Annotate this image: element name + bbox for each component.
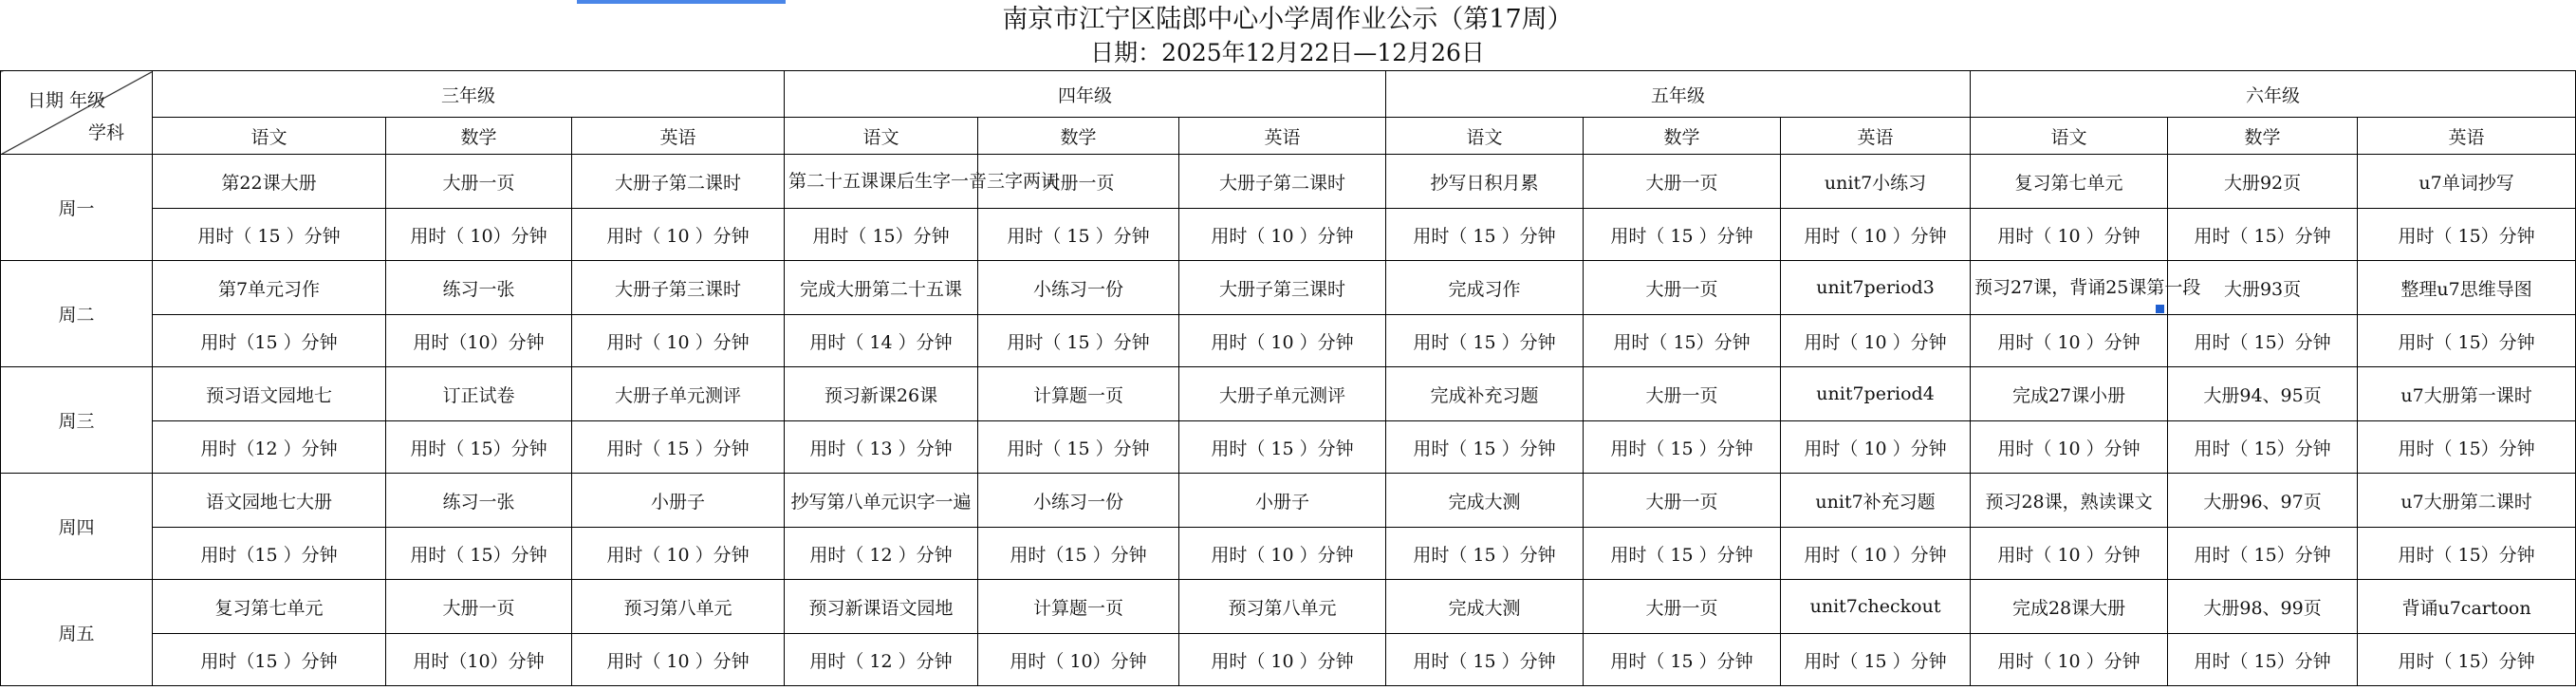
time-cell[interactable]: 用时（10）分钟 [386, 634, 572, 686]
time-cell[interactable]: 用时（ 15 ）分钟 [1584, 421, 1781, 474]
task-cell[interactable]: 预习新课语文园地 [785, 580, 978, 634]
task-cell[interactable]: u7大册第一课时 [2358, 367, 2576, 421]
time-cell[interactable]: 用时（ 10 ）分钟 [1179, 634, 1386, 686]
task-cell[interactable]: 小练习一份 [978, 474, 1179, 528]
day-label-cell[interactable]: 周四 [1, 474, 153, 580]
corner-header-cell[interactable] [1, 71, 153, 155]
task-cell[interactable]: 大册92页 [2168, 155, 2358, 209]
task-cell[interactable]: 语文园地七大册 [153, 474, 386, 528]
corner-label-subject: 学科 [88, 122, 125, 143]
subject-header-cell[interactable]: 英语 [1781, 118, 1971, 155]
time-cell[interactable]: 用时（15 ）分钟 [978, 528, 1179, 580]
task-cell[interactable]: u7大册第二课时 [2358, 474, 2576, 528]
time-cell[interactable]: 用时（ 10 ）分钟 [1971, 421, 2168, 474]
time-cell[interactable]: 用时（ 15）分钟 [2168, 528, 2358, 580]
time-cell[interactable]: 用时（ 15 ）分钟 [978, 421, 1179, 474]
time-cell[interactable]: 用时（ 15 ）分钟 [978, 315, 1179, 367]
time-cell[interactable]: 用时（ 15）分钟 [2358, 209, 2576, 261]
grade-header-cell[interactable]: 六年级 [1971, 71, 2576, 118]
subject-header-cell[interactable]: 语文 [1971, 118, 2168, 155]
time-cell[interactable]: 用时（ 15）分钟 [785, 209, 978, 261]
task-cell[interactable]: unit7period4 [1781, 367, 1971, 421]
time-cell[interactable]: 用时（ 12 ）分钟 [785, 634, 978, 686]
task-cell[interactable]: 订正试卷 [386, 367, 572, 421]
time-cell[interactable]: 用时（10）分钟 [386, 315, 572, 367]
time-cell[interactable]: 用时（ 15 ）分钟 [1386, 528, 1584, 580]
time-cell[interactable]: 用时（ 10 ）分钟 [1971, 634, 2168, 686]
task-cell[interactable]: 大册子第二课时 [1179, 155, 1386, 209]
time-cell[interactable]: 用时（ 10 ）分钟 [1781, 315, 1971, 367]
subject-header-cell[interactable]: 语文 [785, 118, 978, 155]
task-cell[interactable]: 抄写第八单元识字一遍 [785, 474, 978, 528]
time-cell[interactable]: 用时（ 14 ）分钟 [785, 315, 978, 367]
task-cell[interactable]: 练习一张 [386, 261, 572, 315]
task-cell[interactable]: 大册93页 [2168, 261, 2358, 315]
time-cell[interactable]: 用时（ 10 ）分钟 [1971, 209, 2168, 261]
task-cell[interactable]: 大册94、95页 [2168, 367, 2358, 421]
subject-header-cell[interactable]: 语文 [1386, 118, 1584, 155]
task-cell[interactable]: 大册子第三课时 [572, 261, 785, 315]
task-cell[interactable]: 预习27课，背诵25课第一段 [1971, 261, 2168, 315]
task-cell[interactable]: 大册一页 [1584, 474, 1781, 528]
time-cell[interactable]: 用时（ 10 ）分钟 [1781, 421, 1971, 474]
subject-header-cell[interactable]: 数学 [978, 118, 1179, 155]
task-cell[interactable]: 第7单元习作 [153, 261, 386, 315]
task-cell[interactable]: 完成大测 [1386, 580, 1584, 634]
time-cell[interactable]: 用时（ 10 ）分钟 [1971, 315, 2168, 367]
time-cell[interactable]: 用时（15 ）分钟 [153, 634, 386, 686]
time-cell[interactable]: 用时（ 15 ）分钟 [1584, 209, 1781, 261]
task-cell[interactable]: 大册子第二课时 [572, 155, 785, 209]
task-cell[interactable]: 小册子 [1179, 474, 1386, 528]
task-cell[interactable]: 完成27课小册 [1971, 367, 2168, 421]
task-cell[interactable]: 大册一页 [386, 155, 572, 209]
time-cell[interactable]: 用时（ 15）分钟 [2358, 315, 2576, 367]
time-cell[interactable]: 用时（ 13 ）分钟 [785, 421, 978, 474]
time-cell[interactable]: 用时（ 10 ）分钟 [1781, 209, 1971, 261]
task-cell[interactable]: 复习第七单元 [1971, 155, 2168, 209]
time-cell[interactable]: 用时（ 10 ）分钟 [572, 209, 785, 261]
grade-header-cell[interactable]: 三年级 [153, 71, 785, 118]
grade-header-cell[interactable]: 四年级 [785, 71, 1386, 118]
task-cell[interactable]: unit7小练习 [1781, 155, 1971, 209]
time-cell[interactable]: 用时（ 10 ）分钟 [1179, 209, 1386, 261]
homework-table [0, 70, 2576, 686]
time-cell[interactable]: 用时（ 15 ）分钟 [153, 209, 386, 261]
task-cell[interactable]: 练习一张 [386, 474, 572, 528]
time-cell[interactable]: 用时（ 10 ）分钟 [1179, 528, 1386, 580]
task-cell[interactable]: 预习语文园地七 [153, 367, 386, 421]
task-cell[interactable]: 完成大册第二十五课 [785, 261, 978, 315]
subject-header-cell[interactable]: 英语 [2358, 118, 2576, 155]
task-cell[interactable]: 完成习作 [1386, 261, 1584, 315]
task-cell[interactable]: 大册一页 [978, 155, 1179, 209]
time-cell[interactable]: 用时（ 15）分钟 [2168, 209, 2358, 261]
sheet-subtitle: 日期：2025年12月22日—12月26日 [1090, 39, 1485, 66]
time-cell[interactable]: 用时（ 15）分钟 [2168, 634, 2358, 686]
subject-header-cell[interactable]: 语文 [153, 118, 386, 155]
task-cell[interactable]: 大册98、99页 [2168, 580, 2358, 634]
task-cell[interactable]: 计算题一页 [978, 580, 1179, 634]
task-cell[interactable]: 复习第七单元 [153, 580, 386, 634]
task-cell[interactable]: 大册一页 [1584, 155, 1781, 209]
time-cell[interactable]: 用时（ 15 ）分钟 [1584, 634, 1781, 686]
time-cell[interactable]: 用时（ 10 ）分钟 [572, 528, 785, 580]
time-cell[interactable]: 用时（ 10）分钟 [386, 209, 572, 261]
task-cell[interactable]: 整理u7思维导图 [2358, 261, 2576, 315]
task-cell[interactable]: 大册一页 [1584, 261, 1781, 315]
time-cell[interactable]: 用时（ 15 ）分钟 [1386, 315, 1584, 367]
day-label-cell[interactable]: 周二 [1, 261, 153, 367]
task-cell[interactable]: 预习第八单元 [572, 580, 785, 634]
time-cell[interactable]: 用时（ 10 ）分钟 [572, 634, 785, 686]
task-cell[interactable]: 完成补充习题 [1386, 367, 1584, 421]
time-cell[interactable]: 用时（ 15）分钟 [386, 528, 572, 580]
time-cell[interactable]: 用时（ 15 ）分钟 [1179, 421, 1386, 474]
time-cell[interactable]: 用时（ 15）分钟 [2358, 421, 2576, 474]
task-cell[interactable]: 大册一页 [1584, 367, 1781, 421]
time-cell[interactable]: 用时（ 10 ）分钟 [1971, 528, 2168, 580]
time-cell[interactable]: 用时（ 10 ）分钟 [1781, 528, 1971, 580]
task-cell[interactable]: 第二十五课课后生字一音三字两词 [785, 155, 978, 209]
time-cell[interactable]: 用时（ 15）分钟 [2358, 634, 2576, 686]
time-cell[interactable]: 用时（ 10 ）分钟 [1179, 315, 1386, 367]
time-cell[interactable]: 用时（15 ）分钟 [153, 315, 386, 367]
task-cell[interactable]: 小练习一份 [978, 261, 1179, 315]
sheet-title: 南京市江宁区陆郎中心小学周作业公示（第17周） [1002, 5, 1573, 34]
time-cell[interactable]: 用时（ 10）分钟 [978, 634, 1179, 686]
time-cell[interactable]: 用时（ 15 ）分钟 [1386, 209, 1584, 261]
day-label-cell[interactable]: 周一 [1, 155, 153, 261]
time-cell[interactable]: 用时（ 15）分钟 [2168, 421, 2358, 474]
time-cell[interactable]: 用时（ 15）分钟 [1584, 315, 1781, 367]
time-cell[interactable]: 用时（ 15 ）分钟 [978, 209, 1179, 261]
subject-header-cell[interactable]: 数学 [2168, 118, 2358, 155]
time-cell[interactable]: 用时（15 ）分钟 [153, 528, 386, 580]
time-cell[interactable]: 用时（ 15 ）分钟 [1386, 421, 1584, 474]
task-cell[interactable]: 计算题一页 [978, 367, 1179, 421]
task-cell[interactable]: unit7period3 [1781, 261, 1971, 315]
task-cell[interactable]: 大册一页 [386, 580, 572, 634]
task-cell[interactable]: u7单词抄写 [2358, 155, 2576, 209]
task-cell[interactable]: unit7checkout [1781, 580, 1971, 634]
task-cell[interactable]: 第22课大册 [153, 155, 386, 209]
task-cell[interactable]: 预习28课，熟读课文 [1971, 474, 2168, 528]
task-cell[interactable]: 大册一页 [1584, 580, 1781, 634]
time-cell[interactable]: 用时（12 ）分钟 [153, 421, 386, 474]
time-cell[interactable]: 用时（ 15 ）分钟 [1386, 634, 1584, 686]
task-cell[interactable]: 预习第八单元 [1179, 580, 1386, 634]
time-cell[interactable]: 用时（ 12 ）分钟 [785, 528, 978, 580]
subject-header-cell[interactable]: 英语 [1179, 118, 1386, 155]
time-cell[interactable]: 用时（ 15）分钟 [386, 421, 572, 474]
task-cell[interactable]: 完成28课大册 [1971, 580, 2168, 634]
task-cell[interactable]: 预习新课26课 [785, 367, 978, 421]
time-cell[interactable]: 用时（ 15 ）分钟 [1781, 634, 1971, 686]
task-cell[interactable]: 大册子单元测评 [572, 367, 785, 421]
task-cell[interactable]: 背诵u7cartoon [2358, 580, 2576, 634]
grade-header-cell[interactable]: 五年级 [1386, 71, 1971, 118]
subject-header-cell[interactable]: 英语 [572, 118, 785, 155]
task-cell[interactable]: 小册子 [572, 474, 785, 528]
fill-handle[interactable] [2156, 305, 2164, 313]
subject-header-cell[interactable]: 数学 [386, 118, 572, 155]
task-cell[interactable]: 大册96、97页 [2168, 474, 2358, 528]
time-cell[interactable]: 用时（ 15）分钟 [2358, 528, 2576, 580]
time-cell[interactable]: 用时（ 15 ）分钟 [1584, 528, 1781, 580]
task-cell[interactable]: 大册子第三课时 [1179, 261, 1386, 315]
subject-header-cell[interactable]: 数学 [1584, 118, 1781, 155]
task-cell[interactable]: 完成大测 [1386, 474, 1584, 528]
time-cell[interactable]: 用时（ 15）分钟 [2168, 315, 2358, 367]
task-cell[interactable]: unit7补充习题 [1781, 474, 1971, 528]
time-cell[interactable]: 用时（ 15 ）分钟 [572, 421, 785, 474]
day-label-cell[interactable]: 周三 [1, 367, 153, 474]
corner-label-date-grade: 日期 年级 [28, 90, 106, 111]
time-cell[interactable]: 用时（ 10 ）分钟 [572, 315, 785, 367]
task-cell[interactable]: 抄写日积月累 [1386, 155, 1584, 209]
day-label-cell[interactable]: 周五 [1, 580, 153, 686]
task-cell[interactable]: 大册子单元测评 [1179, 367, 1386, 421]
